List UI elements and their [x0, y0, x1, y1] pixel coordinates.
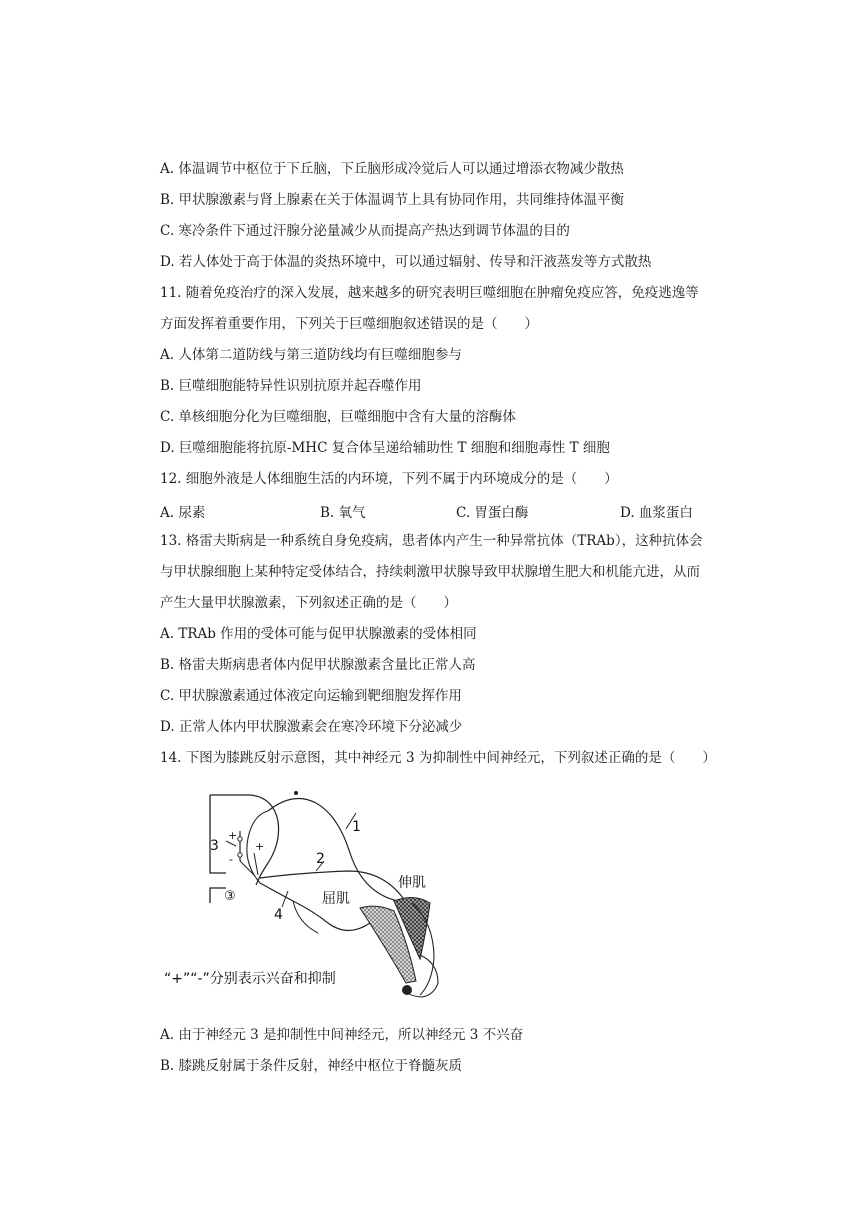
plus-sign-upper: + — [228, 829, 238, 842]
q14-option-a: A. 由于神经元 3 是抑制性中间神经元，所以神经元 3 不兴奋 — [160, 1027, 524, 1043]
q12-stem: 12. 细胞外液是人体细胞生活的内环境，下列不属于内环境成分的是（ ） — [160, 471, 618, 487]
q11-option-b: B. 巨噬细胞能特异性识别抗原并起吞噬作用 — [160, 378, 422, 394]
label-1: 1 — [352, 819, 361, 835]
q13-stem-line2: 与甲状腺细胞上某种特定受体结合，持续刺激甲状腺导致甲状腺增生肥大和机能亢进，从而 — [160, 564, 700, 580]
label-4-arrow — [282, 891, 288, 907]
ganglion-cell-body — [294, 791, 298, 795]
q13-option-b: B. 格雷夫斯病患者体内促甲状腺激素含量比正常人高 — [160, 657, 476, 673]
q13-stem-line1: 13. 格雷夫斯病是一种系统自身免疫病，患者体内产生一种异常抗体（TRAb），这种抗体会 — [160, 533, 703, 549]
plus-sign-right: + — [255, 840, 265, 853]
q13-option-c: C. 甲状腺激素通过体液定向运输到靶细胞发挥作用 — [160, 688, 462, 704]
extensor-label: 伸肌 — [398, 875, 426, 891]
neuron-1-path — [268, 799, 398, 902]
knee-jerk-reflex-diagram — [164, 783, 458, 1008]
label-4: 4 — [274, 907, 283, 923]
q13-stem-line3: 产生大量甲状腺激素，下列叙述正确的是（ ） — [160, 595, 457, 611]
q10-option-c: C. 寒冷条件下通过汗腺分泌量减少从而提高产热达到调节体温的目的 — [160, 223, 570, 239]
label-2: 2 — [316, 851, 325, 867]
q11-stem-line2: 方面发挥着重要作用，下列关于巨噬细胞叙述错误的是（ ） — [160, 316, 538, 332]
q14-option-b: B. 膝跳反射属于条件反射，神经中枢位于脊髓灰质 — [160, 1058, 463, 1074]
q12-option-a: A. 尿素 — [160, 505, 206, 521]
q12-options-row — [160, 501, 720, 519]
figure-caption: “+”“-”分别表示兴奋和抑制 — [164, 971, 336, 987]
q11-stem-line1: 11. 随着免疫治疗的深入发展，越来越多的研究表明巨噬细胞在肿瘤免疫应答，免疫逃逸等 — [160, 285, 699, 301]
q14-stem: 14. 下图为膝跳反射示意图，其中神经元 3 为抑制性中间神经元，下列叙述正确的是（ ） — [160, 750, 716, 766]
label-3: 3 — [210, 838, 219, 854]
q11-option-d: D. 巨噬细胞能将抗原-MHC 复合体呈递给辅助性 T 细胞和细胞毒性 T 细胞 — [160, 440, 610, 456]
q11-option-a: A. 人体第二道防线与第三道防线均有巨噬细胞参与 — [160, 347, 462, 363]
q13-option-d: D. 正常人体内甲状腺激素会在寒冷环境下分泌减少 — [160, 719, 463, 735]
q10-option-d: D. 若人体处于高于体温的炎热环境中，可以通过辐射、传导和汗液蒸发等方式散热 — [160, 254, 652, 270]
q13-option-a: A. TRAb 作用的受体可能与促甲状腺激素的受体相同 — [160, 626, 477, 642]
label-circle-3: ③ — [224, 889, 236, 904]
q12-option-d: D. 血浆蛋白 — [620, 505, 693, 521]
q10-option-b: B. 甲状腺激素与肾上腺素在关于体温调节上具有协同作用，共同维持体温平衡 — [160, 192, 625, 208]
flexor-label: 屈肌 — [322, 891, 350, 907]
q11-option-c: C. 单核细胞分化为巨噬细胞，巨噬细胞中含有大量的溶酶体 — [160, 409, 516, 425]
q10-option-a: A. 体温调节中枢位于下丘脑，下丘脑形成冷觉后人可以通过增添衣物减少散热 — [160, 161, 624, 177]
q12-option-b: B. 氧气 — [320, 505, 366, 521]
minus-sign: - — [229, 853, 233, 866]
q12-option-c: C. 胃蛋白酶 — [456, 505, 529, 521]
